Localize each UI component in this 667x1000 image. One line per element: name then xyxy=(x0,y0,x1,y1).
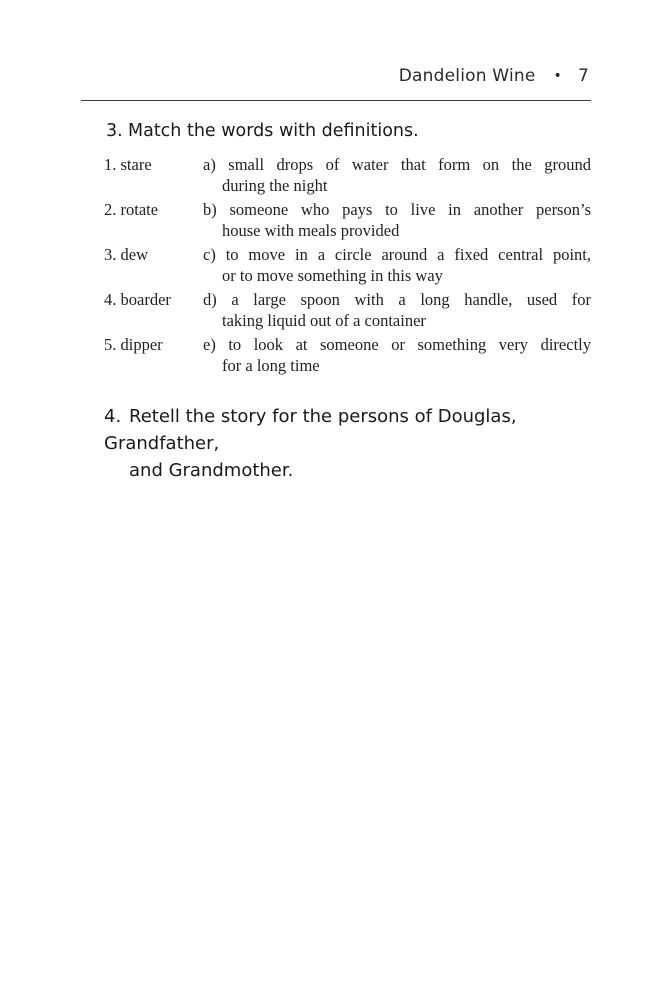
definition-line: b) someone who pays to live in another person’s xyxy=(203,200,591,219)
match-word: 5. dipper xyxy=(104,335,163,354)
running-head xyxy=(399,66,589,86)
definition-continuation: house with meals provided xyxy=(222,221,400,240)
page-number: 7 xyxy=(577,66,589,86)
match-word: 1. stare xyxy=(104,155,152,174)
definition-continuation: during the night xyxy=(222,176,328,195)
match-word: 3. dew xyxy=(104,245,148,264)
match-definition xyxy=(203,334,591,376)
exercise-4-heading xyxy=(104,403,594,484)
match-word: 4. boarder xyxy=(104,290,171,309)
definition-line: c) to move in a circle around a fixed central point, xyxy=(203,245,591,264)
exercise-number: 3. xyxy=(106,121,123,141)
exercise-instruction: Retell the story for the persons of Douglas, Grandfather, xyxy=(104,406,517,454)
definition-line: a) small drops of water that form on the ground xyxy=(203,155,591,174)
header-rule xyxy=(81,100,591,101)
bullet-separator: • xyxy=(553,68,562,84)
book-title: Dandelion Wine xyxy=(398,66,536,86)
match-row xyxy=(104,154,591,196)
match-definition xyxy=(203,199,591,241)
exercise-instruction: Match the words with definitions. xyxy=(128,121,419,141)
definition-line: e) to look at someone or something very directly xyxy=(203,335,591,354)
definition-line: d) a large spoon with a long handle, used for xyxy=(203,290,591,309)
matching-table xyxy=(104,154,591,379)
match-row xyxy=(104,199,591,241)
match-row xyxy=(104,244,591,286)
exercise-instruction-continuation: and Grandmother. xyxy=(129,460,294,481)
exercise-3-heading xyxy=(106,118,596,145)
match-word: 2. rotate xyxy=(104,200,159,219)
match-definition xyxy=(203,154,591,196)
definition-continuation: or to move something in this way xyxy=(222,266,443,285)
exercise-number: 4. xyxy=(104,406,122,427)
match-definition xyxy=(203,244,591,286)
definition-continuation: for a long time xyxy=(222,356,320,375)
definition-continuation: taking liquid out of a container xyxy=(222,311,426,330)
match-definition xyxy=(203,289,591,331)
match-row xyxy=(104,289,591,331)
match-row xyxy=(104,334,591,376)
